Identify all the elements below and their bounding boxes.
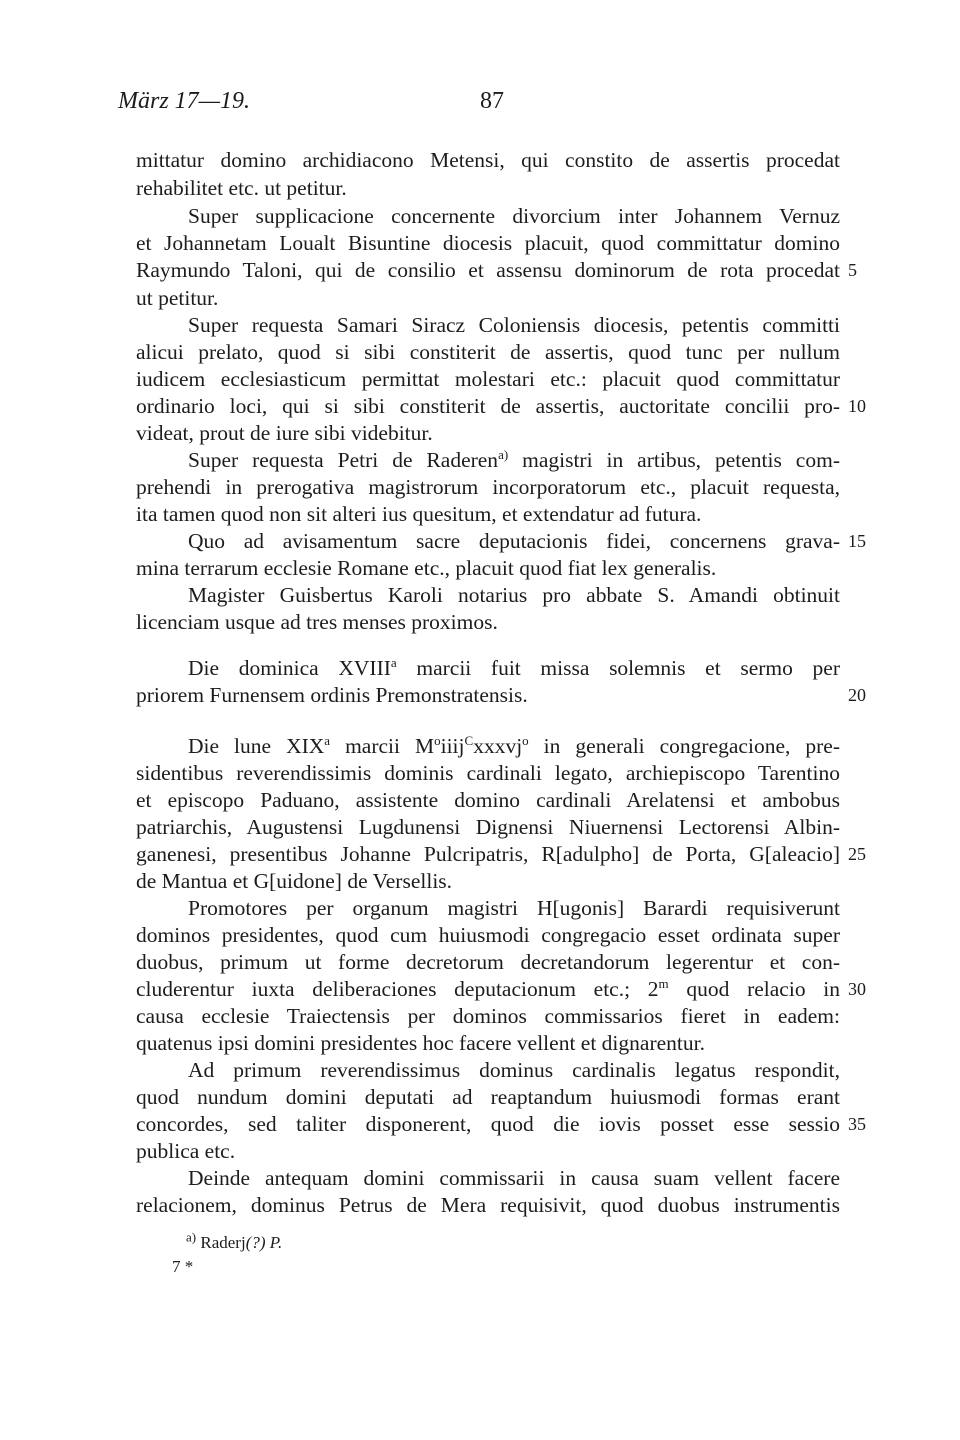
body-line: ita tamen quod non sit alteri ius quesitum, et extendatur ad futura.	[136, 502, 702, 526]
superscript: a	[324, 732, 331, 748]
margin-line-number: 5	[848, 260, 857, 280]
body-line-xix	[136, 732, 840, 760]
footnote-ref: a)	[498, 446, 509, 462]
margin-line-number: 35	[848, 1114, 866, 1134]
line-text: marcii M	[330, 734, 435, 758]
body-line-xviii	[136, 654, 840, 682]
body-line: Super supplicacione concernente divorcium inter Johannem Vernuz	[188, 204, 840, 228]
margin-line-number: 20	[848, 685, 866, 705]
margin-line-number: 10	[848, 396, 866, 416]
running-header-date: März 17—19.	[118, 88, 251, 114]
body-line: patriarchis, Augustensi Lugdunensi Dignensi Niuernensi Lectorensi Albin-	[136, 815, 840, 839]
margin-line-number: 30	[848, 979, 866, 999]
body-line-2m	[136, 975, 840, 1003]
line-text: marcii fuit missa solemnis et sermo per	[396, 656, 840, 680]
body-line: quod nundum domini deputati ad reaptandum huiusmodi formas erant	[136, 1085, 840, 1109]
line-text: Die dominica XVIII	[188, 656, 391, 680]
body-line: licenciam usque ad tres menses proximos.	[136, 610, 498, 634]
line-text: Die lune XIX	[188, 734, 325, 758]
body-line: et Johannetam Loualt Bisuntine diocesis placuit, quod committatur domino	[136, 231, 840, 255]
footnote	[186, 1229, 283, 1254]
body-line: causa ecclesie Traiectensis per dominos commissarios fieret in eadem:	[136, 1004, 840, 1028]
body-line: Super requesta Samari Siracz Coloniensis diocesis, petentis committi	[188, 313, 840, 337]
superscript: o	[434, 732, 441, 748]
body-line: Ad primum reverendissimus dominus cardinalis legatus respondit,	[188, 1058, 840, 1082]
body-line: Raymundo Taloni, qui de consilio et assensu dominorum de rota procedat	[136, 258, 840, 282]
body-line: relacionem, dominus Petrus de Mera requisivit, quod duobus instrumentis	[136, 1193, 840, 1217]
line-text: cluderentur iuxta deliberaciones deputacionum etc.; 2	[136, 977, 659, 1001]
footnote-marker: a)	[186, 1229, 197, 1245]
line-text: Super requesta Petri de Raderen	[188, 448, 499, 472]
line-text: magistri in artibus, petentis com-	[508, 448, 840, 472]
body-line: ganenesi, presentibus Johanne Pulcripatris, R[adulpho] de Porta, G[aleacio]	[136, 842, 840, 866]
superscript: a	[390, 654, 397, 670]
body-line: alicui prelato, quod si sibi constiterit de assertis, quod tunc per nullum	[136, 340, 840, 364]
body-line: de Mantua et G[uidone] de Versellis.	[136, 869, 453, 893]
superscript: C	[464, 732, 474, 748]
body-line: Deinde antequam domini commissarii in causa suam vellent facere	[188, 1166, 840, 1190]
body-line: Promotores per organum magistri H[ugonis] Barardi requisiverunt	[188, 896, 840, 920]
body-line: ordinario loci, qui si sibi constiterit de assertis, auctoritate concilii pro-	[136, 394, 840, 418]
body-line: priorem Furnensem ordinis Premonstratensis.	[136, 683, 528, 707]
body-line: mittatur domino archidiacono Metensi, qui constito de assertis procedat	[136, 148, 840, 172]
body-line: duobus, primum ut forme decretorum decretandorum legerentur et con-	[136, 950, 840, 974]
body-line: et episcopo Paduano, assistente domino cardinali Arelatensi et ambobus	[136, 788, 840, 812]
page-number: 87	[480, 88, 504, 114]
superscript: m	[658, 975, 669, 991]
footnote-text: Raderj	[196, 1233, 246, 1252]
body-line: dominos presidentes, quod cum huiusmodi congregacio esset ordinata super	[136, 923, 840, 947]
line-text: iiij	[440, 734, 465, 758]
footnote-italic: (?) P.	[245, 1233, 283, 1252]
line-text: quod relacio in	[668, 977, 841, 1001]
body-line: prehendi in prerogativa magistrorum incorporatorum etc., placuit requesta,	[136, 475, 840, 499]
body-line-with-footnote	[136, 446, 840, 474]
line-text: xxxvj	[473, 734, 523, 758]
body-line: videat, prout de iure sibi videbitur.	[136, 421, 433, 445]
superscript: o	[522, 732, 529, 748]
margin-line-number: 15	[848, 531, 866, 551]
body-line: Quo ad avisamentum sacre deputacionis fidei, concernens grava-	[188, 529, 840, 553]
body-line: mina terrarum ecclesie Romane etc., placuit quod fiat lex generalis.	[136, 556, 717, 580]
line-text: in generali congregacione, pre-	[528, 734, 840, 758]
body-line: rehabilitet etc. ut petitur.	[136, 176, 347, 200]
body-line: sidentibus reverendissimis dominis cardinali legato, archiepiscopo Tarentino	[136, 761, 840, 785]
body-line: ut petitur.	[136, 286, 219, 310]
body-line: publica etc.	[136, 1139, 236, 1163]
body-line: concordes, sed taliter disponerent, quod die iovis posset esse sessio	[136, 1112, 840, 1136]
body-line: Magister Guisbertus Karoli notarius pro abbate S. Amandi obtinuit	[188, 583, 840, 607]
body-line: iudicem ecclesiasticum permittat molestari etc.: placuit quod committatur	[136, 367, 840, 391]
signature-mark: 7 *	[172, 1257, 194, 1276]
margin-line-number: 25	[848, 844, 866, 864]
body-line: quatenus ipsi domini presidentes hoc facere vellent et dignarentur.	[136, 1031, 705, 1055]
